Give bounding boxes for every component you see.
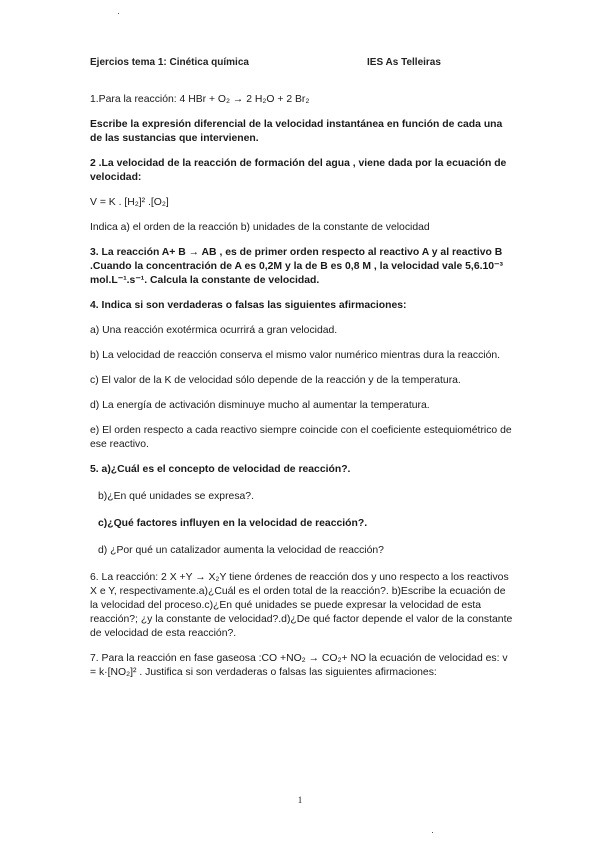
text-paragraph: d) ¿Por qué un catalizador aumenta la velocidad de reacción? [98, 545, 384, 556]
text-paragraph: e) El orden respecto a cada reactivo siempre coincide con el coeficiente estequiométrico de ese reactivo. [90, 425, 512, 450]
text-paragraph: 3. La reacción A+ B → AB , es de primer orden respecto al reactivo A y al reactivo B .Cuando la concentración de A es 0,2M y la de B es 0,8 M , la velocidad vale 5,6.10⁻³ mol.L⁻¹.s⁻¹. Calcula la constante de velocidad. [90, 247, 503, 286]
text-paragraph: V = K . [H₂]² .[O₂] [90, 197, 169, 208]
page-number: 1 [297, 795, 303, 805]
text-paragraph: 6. La reacción: 2 X +Y → X₂Y tiene órdenes de reacción dos y uno respecto a los reactivos X e Y, respectivamente.a)¿Cuál es el orden total de la reacción?. b)Escribe la ecuación de la velocidad del proceso.c)¿En qué unidades se puede expresar la velocidad de esta reacción?; ¿y la constante de velocidad?.d)¿De qué factor depende el valor de la constante de velocidad de esta reacción?. [90, 572, 513, 639]
text-paragraph: 1.Para la reacción: 4 HBr + O₂ → 2 H₂O + 2 Br₂ [90, 94, 310, 105]
text-paragraph: 7. Para la reacción en fase gaseosa :CO +NO₂ → CO₂+ NO la ecuación de velocidad es: v = k·[NO₂]² . Justifica si son verdaderas o falsas las siguientes afirmaciones: [90, 653, 508, 678]
text-paragraph: b)¿En qué unidades se expresa?. [98, 491, 254, 502]
exercise-list [90, 93, 515, 691]
text-paragraph: 2 .La velocidad de la reacción de formación del agua , viene dada por la ecuación de velocidad: [90, 158, 507, 183]
text-paragraph: 5. a)¿Cuál es el concepto de velocidad de reacción?. [90, 464, 351, 475]
scan-speck [118, 13, 119, 14]
text-paragraph: Indica a) el orden de la reacción b) unidades de la constante de velocidad [90, 222, 430, 233]
text-paragraph: c)¿Qué factores influyen en la velocidad de reacción?. [98, 518, 368, 529]
text-paragraph: Escribe la expresión diferencial de la velocidad instantánea en función de cada una de las sustancias que intervienen. [90, 119, 503, 144]
text-paragraph: d) La energía de activación disminuye mucho al aumentar la temperatura. [90, 400, 430, 411]
text-paragraph: a) Una reacción exotérmica ocurrirá a gran velocidad. [90, 325, 338, 336]
text-paragraph: b) La velocidad de reacción conserva el mismo valor numérico mientras dura la reacción. [90, 350, 501, 361]
header-title: Ejercios tema 1: Cinética química [90, 57, 249, 68]
text-paragraph: c) El valor de la K de velocidad sólo depende de la reacción y de la temperatura. [90, 375, 461, 386]
scan-speck [432, 832, 433, 833]
header-school: IES As Telleiras [367, 57, 441, 68]
text-paragraph: 4. Indica si son verdaderas o falsas las siguientes afirmaciones: [90, 300, 407, 311]
